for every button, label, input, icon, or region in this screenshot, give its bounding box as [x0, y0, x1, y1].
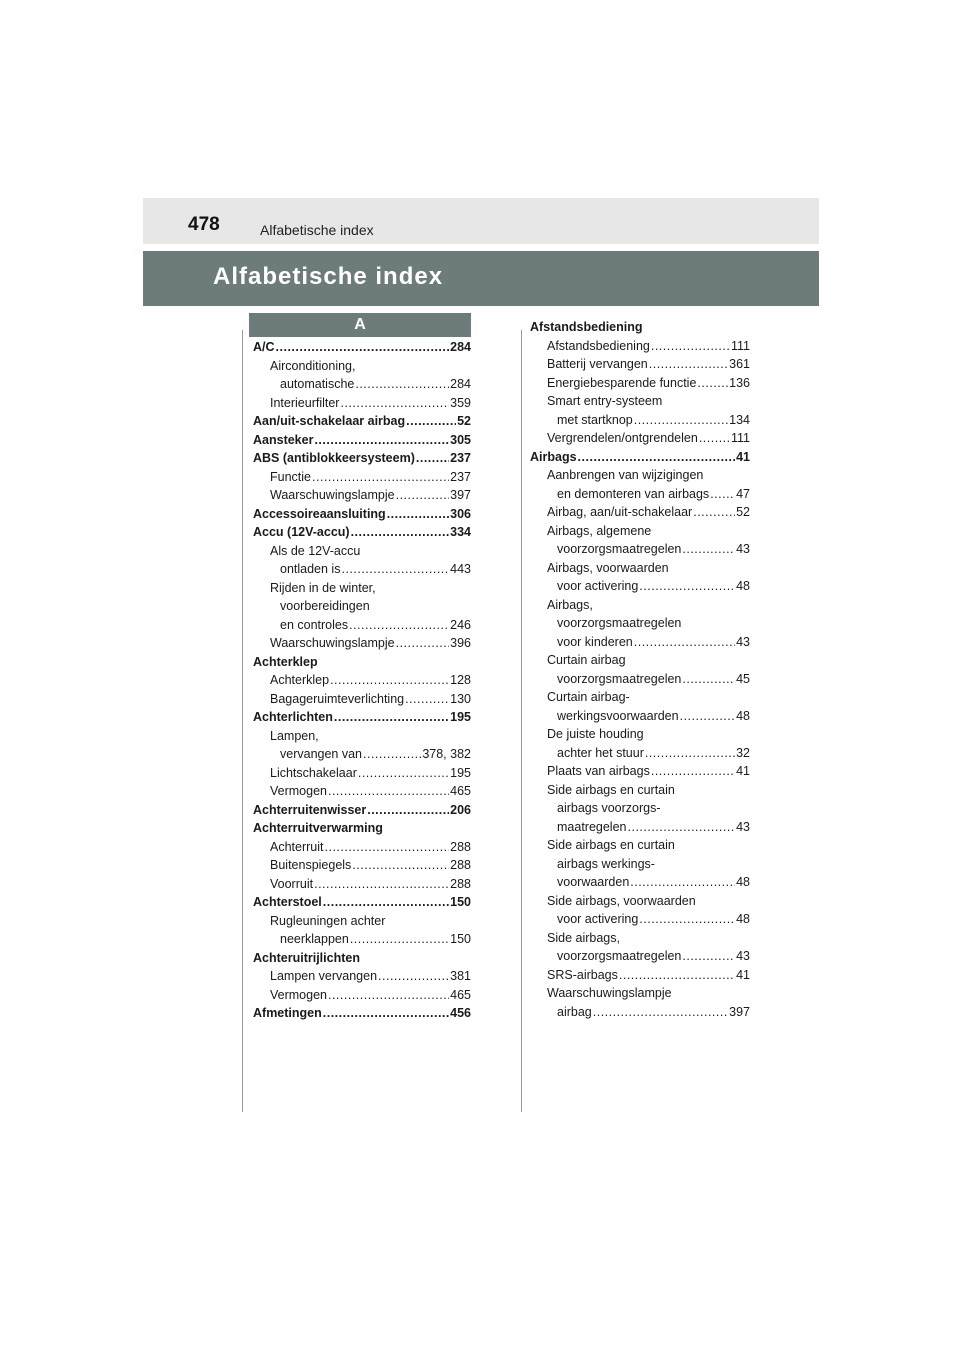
index-entry: [253, 893, 471, 912]
index-term: Achterlichten: [253, 710, 333, 724]
page-reference: 359: [450, 395, 471, 410]
index-term: Afmetingen: [253, 1006, 322, 1020]
index-term: Rugleuningen achter: [270, 913, 386, 928]
dot-leader: [330, 671, 449, 690]
index-term: Airbags, algemene: [547, 523, 652, 538]
dot-leader: [699, 429, 730, 448]
index-term: Side airbags,: [547, 930, 620, 945]
page-reference: 465: [450, 987, 471, 1002]
page-reference: 381: [450, 969, 471, 983]
index-term: Waarschuwingslampje: [270, 488, 395, 502]
page-reference: 48: [736, 912, 750, 926]
dot-leader: [639, 577, 735, 596]
index-term: voorwaarden: [557, 875, 630, 889]
index-term: Side airbags, voorwaarden: [547, 893, 696, 908]
index-entry: [253, 782, 471, 801]
index-term: Aan/uit-schakelaar airbag: [253, 414, 406, 428]
page-reference: 288: [450, 839, 471, 854]
index-entry: [530, 781, 750, 800]
index-term: Voorruit: [270, 876, 314, 891]
index-term: Functie: [270, 469, 311, 484]
dot-leader: [578, 448, 736, 467]
page-reference: 397: [729, 1004, 750, 1019]
index-term: Side airbags en curtain: [547, 782, 675, 797]
index-entry: [530, 984, 750, 1003]
index-entry: [253, 616, 471, 635]
index-entry: [253, 431, 471, 450]
index-entry: [530, 873, 750, 892]
page-reference: 43: [736, 542, 750, 556]
dot-leader: [378, 967, 449, 986]
index-term: Lichtschakelaar: [270, 765, 357, 780]
index-term: Achterklep: [270, 673, 330, 687]
page-reference: 150: [450, 932, 471, 946]
page-reference: 41: [736, 764, 750, 778]
dot-leader: [693, 503, 735, 522]
dot-leader: [276, 338, 450, 357]
index-term: Afstandsbediening: [547, 338, 650, 353]
index-entry: [253, 338, 471, 357]
index-term: Vermogen: [270, 784, 327, 798]
running-title: Alfabetische index: [260, 222, 374, 238]
dot-leader: [396, 634, 450, 653]
index-term: Achteruitrijlichten: [253, 950, 360, 965]
index-term: Achterruitverwarming: [253, 821, 383, 835]
index-term: airbags voorzorgs-: [557, 801, 661, 815]
dot-leader: [323, 1004, 449, 1023]
index-entry: [253, 449, 471, 468]
index-entry: [530, 1003, 750, 1022]
page-reference: 48: [736, 875, 750, 889]
index-term: Airbags: [530, 449, 577, 464]
index-term: Aansteker: [253, 432, 314, 447]
page-reference: 41: [736, 967, 750, 982]
index-entry: [530, 651, 750, 670]
index-entry: [530, 688, 750, 707]
dot-leader: [328, 986, 449, 1005]
page-reference: 465: [450, 784, 471, 798]
page-reference: 128: [450, 673, 471, 687]
index-term: ABS (antiblokkeersysteem): [253, 451, 415, 465]
index-entry: [530, 318, 750, 337]
index-term: Achterruit: [270, 839, 324, 854]
index-term: maatregelen: [557, 819, 627, 834]
index-term: neerklappen: [280, 932, 349, 946]
index-entry: [253, 523, 471, 542]
page-reference: 456: [450, 1006, 471, 1020]
index-entry: [253, 394, 471, 413]
page-reference: 52: [736, 505, 750, 519]
index-entry: [253, 468, 471, 487]
index-term: Lampen,: [270, 728, 319, 743]
index-entry: [530, 799, 750, 818]
index-entry: [253, 671, 471, 690]
page-reference: 246: [450, 617, 471, 632]
index-entry: [253, 967, 471, 986]
index-term: Airbags,: [547, 597, 593, 612]
index-entry: [530, 929, 750, 948]
index-term: met startknop: [557, 412, 633, 427]
section-letter: A: [249, 313, 471, 337]
index-entry: [530, 966, 750, 985]
index-entry: [530, 818, 750, 837]
index-term: Buitenspiegels: [270, 858, 352, 872]
index-entry: [253, 505, 471, 524]
index-term: voor kinderen: [557, 634, 633, 649]
index-entry: [530, 670, 750, 689]
index-entry: [530, 947, 750, 966]
page-reference: 150: [450, 895, 471, 909]
index-term: voorzorgsmaatregelen: [557, 542, 682, 556]
index-entry: [530, 448, 750, 467]
page-reference: 237: [450, 451, 471, 465]
dot-leader: [645, 744, 735, 763]
dot-leader: [634, 411, 728, 430]
dot-leader: [593, 1003, 728, 1022]
index-term: Curtain airbag-: [547, 690, 630, 704]
index-term: Lampen vervangen: [270, 969, 378, 983]
index-term: voor activering: [557, 912, 639, 926]
index-entry: [253, 949, 471, 968]
page-reference: 43: [736, 634, 750, 649]
index-entry: [253, 912, 471, 931]
index-term: en controles: [280, 617, 349, 632]
index-column-2: [530, 318, 750, 1021]
index-term: Plaats van airbags: [547, 764, 650, 778]
index-term: vervangen van: [280, 747, 363, 761]
column-divider-left: [242, 330, 243, 1112]
index-term: airbag: [557, 1004, 592, 1019]
page-reference: 195: [450, 765, 471, 780]
page-reference: 47: [736, 486, 750, 501]
dot-leader: [350, 930, 449, 949]
index-term: ontladen is: [280, 562, 341, 576]
index-term: Interieurfilter: [270, 395, 340, 410]
index-entry: [530, 485, 750, 504]
index-term: Rijden in de winter,: [270, 580, 376, 595]
index-entry: [530, 633, 750, 652]
index-term: Batterij vervangen: [547, 357, 648, 371]
dot-leader: [312, 468, 449, 487]
dot-leader: [314, 431, 449, 450]
index-term: Waarschuwingslampje: [547, 986, 672, 1000]
dot-leader: [334, 708, 449, 727]
index-term: Als de 12V-accu: [270, 543, 361, 558]
page-reference: 443: [450, 562, 471, 576]
dot-leader: [323, 893, 449, 912]
index-entry: [530, 910, 750, 929]
page-reference: 206: [450, 802, 471, 817]
index-entry: [530, 522, 750, 541]
index-entry: [253, 764, 471, 783]
index-entry: [530, 355, 750, 374]
page-reference: 397: [450, 488, 471, 502]
page-reference: 111: [730, 431, 750, 445]
dot-leader: [314, 875, 449, 894]
column-divider-middle: [521, 330, 522, 1112]
index-term: Airbags, voorwaarden: [547, 560, 669, 575]
dot-leader: [340, 394, 449, 413]
page-reference: 288: [450, 858, 471, 872]
index-entry: [530, 392, 750, 411]
dot-leader: [680, 707, 736, 726]
dot-leader: [349, 616, 449, 635]
page-reference: 52: [457, 414, 471, 428]
index-term: Airconditioning,: [270, 358, 356, 373]
index-term: werkingsvoorwaarden: [557, 708, 679, 723]
index-term: Curtain airbag: [547, 653, 626, 667]
index-term: Bagageruimteverlichting: [270, 691, 405, 706]
index-term: De juiste houding: [547, 727, 644, 741]
dot-leader: [367, 801, 449, 820]
page-reference: 237: [450, 469, 471, 484]
page-number: 478: [188, 214, 220, 235]
index-term: Accu (12V-accu): [253, 525, 350, 539]
index-entry: [253, 412, 471, 431]
index-entry: [253, 597, 471, 616]
index-entry: [253, 838, 471, 857]
index-term: Energiebesparende functie: [547, 375, 697, 390]
page-title: Alfabetische index: [213, 263, 444, 290]
dot-leader: [341, 560, 449, 579]
index-term: achter het stuur: [557, 745, 644, 760]
page-reference: 45: [736, 671, 750, 686]
index-entry: [253, 357, 471, 376]
dot-leader: [363, 745, 421, 764]
page-reference: 134: [729, 412, 750, 427]
index-term: Side airbags en curtain: [547, 838, 675, 852]
index-entry: [530, 337, 750, 356]
index-entry: [253, 579, 471, 598]
index-term: SRS-airbags: [547, 967, 618, 982]
page-reference: 111: [730, 338, 750, 353]
index-entry: [253, 486, 471, 505]
index-term: Achterruitenwisser: [253, 802, 367, 817]
dot-leader: [325, 838, 450, 857]
index-entry: [530, 577, 750, 596]
page-reference: 396: [450, 636, 471, 650]
index-term: voorzorgsmaatregelen: [557, 949, 682, 963]
index-entry: [253, 690, 471, 709]
page-reference: 378, 382: [422, 747, 471, 761]
page-reference: 43: [736, 819, 750, 834]
index-entry: [253, 653, 471, 672]
page-reference: 130: [450, 691, 471, 706]
dot-leader: [416, 449, 449, 468]
dot-leader: [405, 690, 449, 709]
dot-leader: [355, 375, 449, 394]
page-reference: 288: [450, 876, 471, 891]
index-entry: [530, 836, 750, 855]
index-entry: [253, 986, 471, 1005]
dot-leader: [710, 485, 735, 504]
index-entry: [530, 855, 750, 874]
page-reference: 305: [450, 432, 471, 447]
index-entry: [530, 596, 750, 615]
index-entry: [530, 466, 750, 485]
index-term: Achterklep: [253, 654, 318, 669]
dot-leader: [396, 486, 450, 505]
dot-leader: [682, 540, 735, 559]
page-reference: 361: [729, 357, 750, 371]
index-entry: [530, 540, 750, 559]
index-entry: [530, 559, 750, 578]
index-entry: [253, 745, 471, 764]
page-reference: 136: [729, 375, 750, 390]
index-entry: [530, 707, 750, 726]
index-entry: [530, 892, 750, 911]
dot-leader: [649, 355, 728, 374]
dot-leader: [682, 947, 735, 966]
index-term: automatische: [280, 377, 355, 391]
index-entry: [530, 614, 750, 633]
index-term: en demonteren van airbags: [557, 486, 710, 501]
index-entry: [253, 875, 471, 894]
header-band: [143, 198, 819, 244]
index-entry: [253, 708, 471, 727]
index-term: Vermogen: [270, 987, 327, 1002]
page-reference: 306: [450, 506, 471, 521]
dot-leader: [619, 966, 735, 985]
index-term: airbags werkings-: [557, 856, 655, 871]
page-reference: 195: [450, 710, 471, 724]
index-entry: [253, 634, 471, 653]
dot-leader: [328, 782, 449, 801]
index-entry: [530, 429, 750, 448]
page-reference: 48: [736, 579, 750, 593]
index-term: voorzorgsmaatregelen: [557, 671, 682, 686]
index-term: Waarschuwingslampje: [270, 636, 395, 650]
dot-leader: [352, 856, 449, 875]
dot-leader: [628, 818, 736, 837]
index-entry: [530, 374, 750, 393]
index-term: voorbereidingen: [280, 599, 370, 613]
dot-leader: [639, 910, 735, 929]
index-entry: [253, 727, 471, 746]
index-term: Vergrendelen/ontgrendelen: [547, 431, 698, 445]
index-term: Airbag, aan/uit-schakelaar: [547, 505, 693, 519]
page-reference: 32: [736, 745, 750, 760]
dot-leader: [358, 764, 449, 783]
index-term: Accessoireaansluiting: [253, 506, 386, 521]
index-entry: [253, 542, 471, 561]
dot-leader: [351, 523, 450, 542]
index-term: A/C: [253, 340, 275, 354]
page-reference: 284: [450, 340, 471, 354]
page-reference: 41: [736, 449, 750, 464]
dot-leader: [387, 505, 449, 524]
index-entry: [253, 930, 471, 949]
index-entry: [530, 744, 750, 763]
index-entry: [530, 725, 750, 744]
page-reference: 284: [450, 377, 471, 391]
index-entry: [530, 503, 750, 522]
index-entry: [530, 411, 750, 430]
dot-leader: [651, 337, 730, 356]
index-term: Achterstoel: [253, 895, 322, 909]
page-reference: 334: [450, 525, 471, 539]
dot-leader: [651, 762, 735, 781]
index-entry: [253, 375, 471, 394]
index-term: Aanbrengen van wijzigingen: [547, 468, 704, 482]
dot-leader: [406, 412, 456, 431]
page-reference: 48: [736, 708, 750, 723]
index-column-1: [253, 338, 471, 1023]
index-entry: [253, 801, 471, 820]
dot-leader: [682, 670, 735, 689]
index-entry: [253, 560, 471, 579]
index-entry: [530, 762, 750, 781]
index-entry: [253, 819, 471, 838]
index-entry: [253, 856, 471, 875]
index-entry: [253, 1004, 471, 1023]
dot-leader: [697, 374, 728, 393]
page-reference: 43: [736, 949, 750, 963]
index-term: Afstandsbediening: [530, 320, 643, 334]
index-term: voorzorgsmaatregelen: [557, 616, 682, 630]
dot-leader: [630, 873, 735, 892]
index-term: Smart entry-systeem: [547, 394, 663, 408]
dot-leader: [634, 633, 735, 652]
index-term: voor activering: [557, 579, 639, 593]
